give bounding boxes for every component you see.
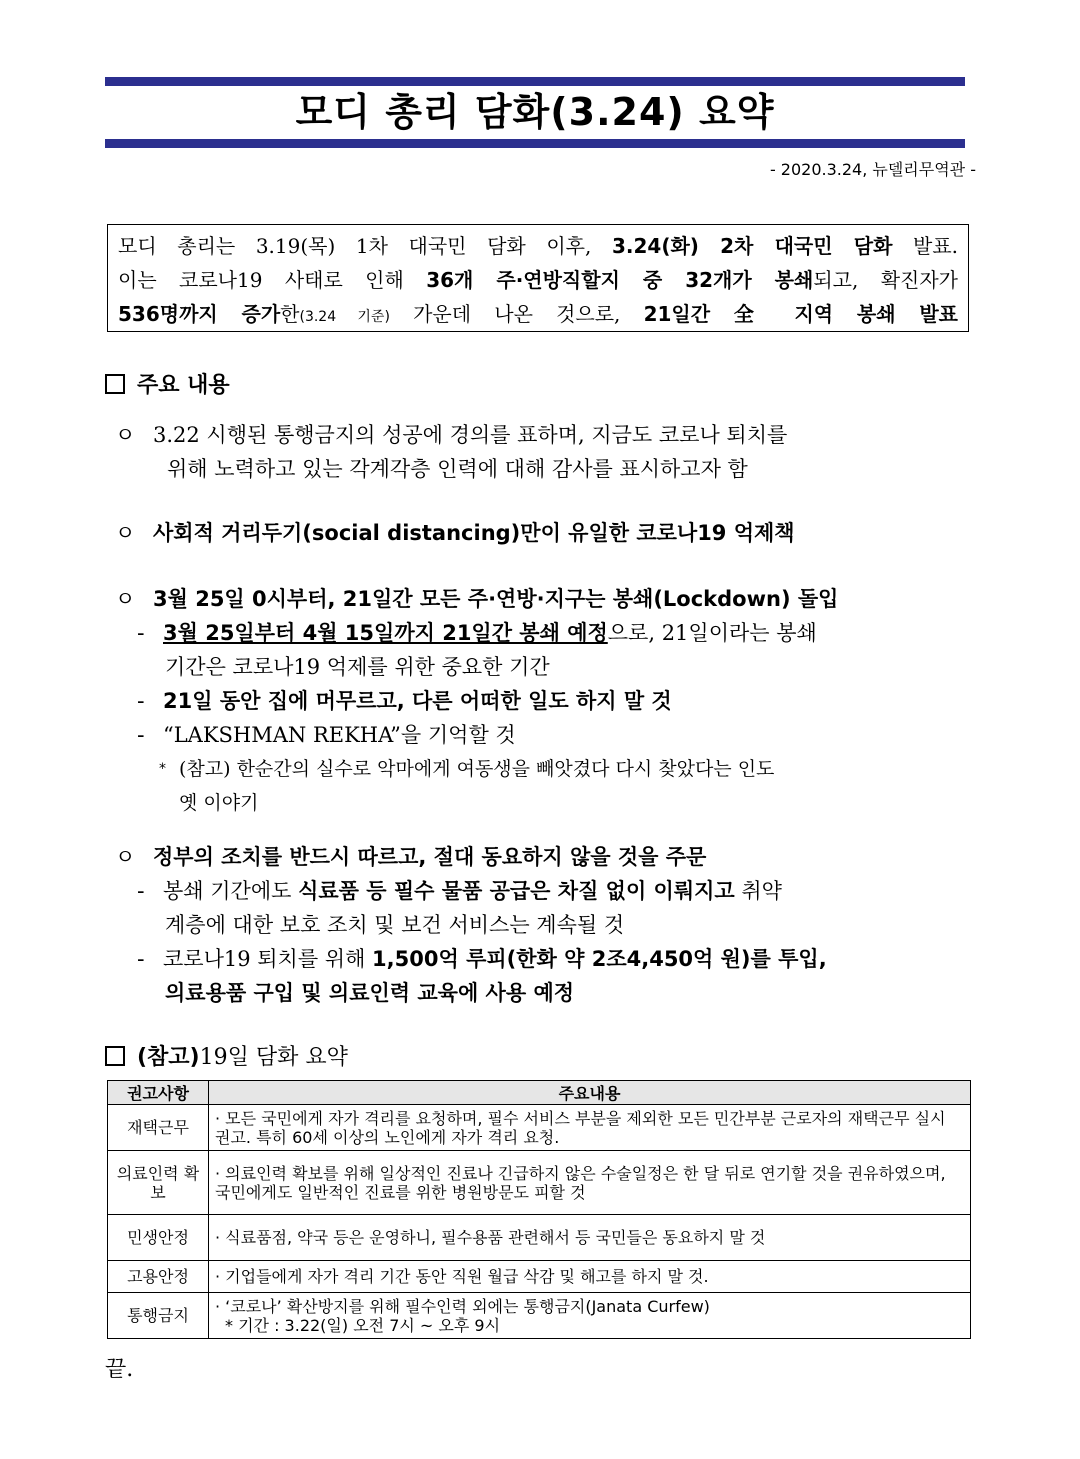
- sub-bullet-text: 취약: [734, 879, 782, 903]
- table-content-cell: [209, 1293, 971, 1339]
- bullet-text: 사회적 거리두기(social distancing)만이 유일한 코로나19 억제책: [153, 521, 795, 545]
- circle-bullet-icon: ㅇ: [115, 845, 136, 869]
- table-key-cell: 고용안정: [108, 1261, 209, 1293]
- dateline: - 2020.3.24, 뉴델리무역관 -: [769, 160, 976, 179]
- summary-text: 가운데 나온 것으로,: [389, 302, 644, 326]
- table-content-line: · ‘코로나’ 확산방지를 위해 필수인력 외에는 통행금지(Janata Curfew): [215, 1296, 710, 1316]
- table-header-key: 권고사항: [108, 1081, 209, 1105]
- table-key-cell: 통행금지: [108, 1293, 209, 1339]
- dash-bullet: -: [137, 621, 145, 645]
- sub-bullet-emphasis: 1,500억 루피(한화 약 2조4,450억 원)를 투입,: [372, 947, 827, 971]
- bullet-text: 위해 노력하고 있는 각계각층 인력에 대해 감사를 표시하고자 함: [167, 457, 748, 481]
- sub-bullet-text: 으로, 21일이라는 봉쇄: [607, 621, 817, 645]
- summary-line-3: [118, 297, 958, 334]
- circle-bullet-icon: ㅇ: [115, 587, 136, 611]
- page-title: 모디 총리 담화(3.24) 요약: [295, 90, 775, 134]
- summary-text: 되고, 확진자가: [813, 268, 958, 292]
- bullet-4: [115, 840, 977, 1010]
- circle-bullet-icon: ㅇ: [115, 423, 136, 447]
- sub-bullet-text: 21일 동안 집에 머무르고, 다른 어떠한 일도 하지 말 것: [163, 689, 672, 713]
- summary-text: 이는 코로나19 사태로 인해: [118, 268, 427, 292]
- end-mark: 끝.: [105, 1357, 134, 1382]
- title-rule-top: [105, 77, 965, 86]
- dash-bullet: -: [137, 947, 145, 971]
- bullet-1: [115, 418, 977, 486]
- table-header-content: 주요내용: [209, 1081, 971, 1105]
- table-row: [108, 1261, 971, 1293]
- sub-bullet-text: 봉쇄 기간에도: [163, 879, 299, 903]
- note-text: 옛 이야기: [179, 792, 259, 814]
- summary-emphasis: 21일간 全 지역 봉쇄 발표: [643, 302, 958, 326]
- summary-text: 모디 총리는 3.19(목) 1차 대국민 담화 이후,: [118, 234, 612, 258]
- bullet-3: [115, 582, 977, 820]
- section-heading-label: (참고): [137, 1045, 200, 1070]
- summary-text: 한: [280, 302, 300, 326]
- table-content-cell: · 의료인력 확보를 위해 일상적인 진료나 긴급하지 않은 수술일정은 한 달 뒤로 연기할 것을 권유하였으며, 국민에게도 일반적인 진료를 위한 병원방문도 피할 것: [209, 1151, 971, 1215]
- table-row: [108, 1105, 971, 1151]
- circle-bullet-icon: ㅇ: [115, 521, 136, 545]
- summary-line-1: [118, 229, 958, 263]
- section-heading-main: [105, 368, 230, 399]
- table-key-cell: 의료인력 확보: [108, 1151, 209, 1215]
- summary-text: 발표.: [892, 234, 959, 258]
- table-row: [108, 1293, 971, 1339]
- sub-bullet-emphasis: 3월 25일부터 4월 15일까지 21일간 봉쇄 예정: [163, 621, 608, 645]
- section-heading-label: 주요 내용: [137, 373, 230, 398]
- section-heading-label: 19일 담화 요약: [199, 1045, 348, 1070]
- bullet-text: 3월 25일 0시부터, 21일간 모든 주·연방·지구는 봉쇄(Lockdown) 돌입: [153, 587, 839, 611]
- summary-box: [107, 224, 969, 332]
- sub-bullet-emphasis: 식료품 등 필수 물품 공급은 차질 없이 이뤄지고: [298, 879, 735, 903]
- sub-bullet-text: 코로나19 퇴치를 위해: [163, 947, 373, 971]
- sub-bullet-text: 기간은 코로나19 억제를 위한 중요한 기간: [165, 655, 550, 679]
- table-content-cell: · 식료품점, 약국 등은 운영하니, 필수용품 관련해서 등 국민들은 동요하지 말 것: [209, 1215, 971, 1261]
- bullet-text: 정부의 조치를 반드시 따르고, 절대 동요하지 않을 것을 주문: [153, 845, 707, 869]
- bullet-2: [115, 516, 977, 550]
- sub-bullet-text: “LAKSHMAN REKHA”을 기억할 것: [163, 723, 516, 747]
- summary-emphasis: 36개 주·연방직할지 중 32개가 봉쇄: [426, 268, 814, 292]
- dash-bullet: -: [137, 723, 145, 747]
- checkbox-square-icon: [105, 374, 125, 394]
- summary-emphasis: 536명까지 증가: [118, 302, 281, 326]
- asterisk-note-icon: *: [159, 761, 166, 777]
- note-text: (참고) 한순간의 실수로 악마에게 여동생을 빼앗겼다 다시 찾았다는 인도: [179, 758, 775, 780]
- table-key-cell: 민생안정: [108, 1215, 209, 1261]
- sub-bullet-emphasis: 의료용품 구입 및 의료인력 교육에 사용 예정: [165, 981, 575, 1005]
- dash-bullet: -: [137, 689, 145, 713]
- sub-bullet-text: 계층에 대한 보호 조치 및 보건 서비스는 계속될 것: [165, 913, 625, 937]
- section-heading-reference: [105, 1040, 348, 1071]
- table-row: [108, 1151, 971, 1215]
- table-key-cell: 재택근무: [108, 1105, 209, 1151]
- table-content-note: * 기간 : 3.22(일) 오전 7시 ~ 오후 9시: [225, 1315, 501, 1335]
- checkbox-square-icon: [105, 1046, 125, 1066]
- dash-bullet: -: [137, 879, 145, 903]
- reference-table: [107, 1080, 971, 1339]
- title-rule-bottom: [105, 139, 965, 148]
- summary-line-2: [118, 263, 958, 297]
- table-content-cell: · 모든 국민에게 자가 격리를 요청하며, 필수 서비스 부분을 제외한 모든 민간부분 근로자의 재택근무 실시 권고. 특히 60세 이상의 노인에게 자가 격리 요청.: [209, 1105, 971, 1151]
- summary-emphasis: 3.24(화) 2차 대국민 담화: [611, 234, 893, 258]
- table-row: [108, 1215, 971, 1261]
- bullet-text: 3.22 시행된 통행금지의 성공에 경의를 표하며, 지금도 코로나 퇴치를: [153, 423, 788, 447]
- table-content-cell: · 기업들에게 자가 격리 기간 동안 직원 월급 삭감 및 해고를 하지 말 것.: [209, 1261, 971, 1293]
- summary-small: (3.24 기준): [299, 309, 390, 325]
